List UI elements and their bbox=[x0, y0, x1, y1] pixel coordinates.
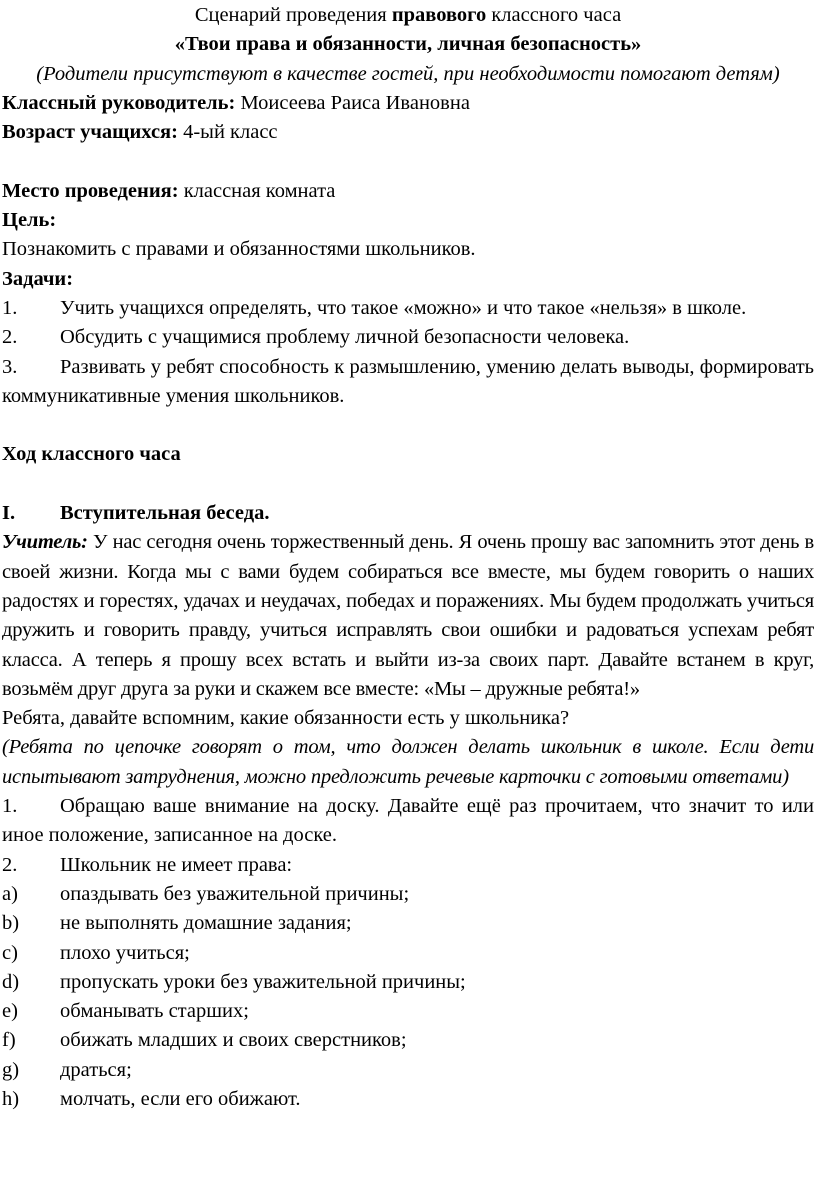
item-letter: h) bbox=[2, 1087, 20, 1110]
blank-line bbox=[2, 147, 814, 176]
speaker-label: Учитель: bbox=[2, 531, 88, 554]
task-text: Развивать у ребят способность к размышлению, умению делать выводы, формировать коммуникативные умения школьников. bbox=[2, 355, 814, 407]
teacher-value: Моисеева Раиса Ивановна bbox=[235, 91, 470, 114]
document-subtitle bbox=[2, 1, 814, 30]
prohibition-item bbox=[2, 1085, 814, 1114]
prohibition-item bbox=[2, 997, 814, 1026]
prohibition-item bbox=[2, 1056, 814, 1085]
task-number: 3. bbox=[2, 355, 18, 378]
task-item-1 bbox=[2, 294, 814, 323]
item-letter: e) bbox=[2, 1000, 18, 1023]
task-text: Обсудить с учащимися проблему личной безопасности человека. bbox=[60, 326, 630, 349]
item-number: 1. bbox=[2, 795, 18, 818]
subtitle-text-end: классного часа bbox=[486, 4, 622, 26]
blank-line bbox=[2, 411, 814, 440]
section-number: I. bbox=[2, 502, 16, 525]
place-value: классная комната bbox=[178, 179, 336, 202]
parents-note: (Родители присутствуют в качестве гостей, при необходимости помогают детям) bbox=[36, 62, 780, 85]
item-letter: g) bbox=[2, 1058, 20, 1081]
task-item-3 bbox=[2, 353, 814, 412]
item-text: драться; bbox=[60, 1058, 132, 1081]
teacher-label: Классный руководитель: bbox=[2, 91, 236, 114]
item-text: опаздывать без уважительной причины; bbox=[60, 882, 410, 905]
question-line: Ребята, давайте вспомним, какие обязанности есть у школьника? bbox=[2, 707, 570, 730]
item-letter: b) bbox=[2, 912, 20, 935]
course-item-2 bbox=[2, 851, 814, 880]
section-title: Вступительная беседа. bbox=[60, 502, 270, 525]
goal-label: Цель: bbox=[2, 209, 57, 232]
subtitle-text: Сценарий проведения bbox=[194, 4, 392, 26]
item-letter: c) bbox=[2, 941, 18, 964]
teacher-speech bbox=[2, 528, 814, 704]
speech-text: У нас сегодня очень торжественный день. Я очень прошу вас запомнить этот день в своей жизни. Когда мы с вами будем собираться все вместе, мы будем говорить о наших радостях и горестях, удачах и неудачах, победах и поражениях. Мы будем продолжать учиться дружить и говорить правду, учиться исправлять свои ошибки и радоваться успехам ребят класса. А теперь я прошу всех встать и выйти из-за своих парт. Давайте встанем в круг, возьмём друг друга за руки и скажем все вместе: «Мы – дружные ребята!» bbox=[2, 531, 814, 700]
task-number: 2. bbox=[2, 326, 18, 349]
task-number: 1. bbox=[2, 296, 18, 319]
item-text: плохо учиться; bbox=[60, 941, 190, 964]
item-text: обманывать старших; bbox=[60, 1000, 249, 1023]
task-text: Учить учащихся определять, что такое «можно» и что такое «нельзя» в школе. bbox=[60, 296, 747, 319]
teacher-line bbox=[2, 89, 814, 118]
prohibition-item bbox=[2, 909, 814, 938]
document-title: «Твои права и обязанности, личная безопасность» bbox=[174, 33, 642, 56]
item-text: Школьник не имеет права: bbox=[60, 853, 293, 876]
course-item-1 bbox=[2, 792, 814, 851]
age-label: Возраст учащихся: bbox=[2, 121, 178, 144]
item-text: обижать младших и своих сверстников; bbox=[60, 1029, 407, 1052]
stage-remark: (Ребята по цепочке говорят о том, что должен делать школьник в школе. Если дети испытывают затруднения, можно предложить речевые карточки с готовыми ответами) bbox=[2, 736, 814, 788]
item-text: пропускать уроки без уважительной причины; bbox=[60, 970, 466, 993]
goal-text: Познакомить с правами и обязанностями школьников. bbox=[2, 238, 476, 261]
age-value: 4-ый класс bbox=[177, 121, 278, 144]
task-item-2 bbox=[2, 323, 814, 352]
item-text: не выполнять домашние задания; bbox=[60, 912, 352, 935]
section-heading bbox=[2, 499, 814, 528]
item-letter: f) bbox=[2, 1029, 16, 1052]
prohibition-item bbox=[2, 1026, 814, 1055]
subtitle-bold: правового bbox=[391, 4, 487, 26]
blank-line bbox=[2, 470, 814, 499]
item-letter: a) bbox=[2, 882, 18, 905]
tasks-label: Задачи: bbox=[2, 267, 74, 290]
place-label: Место проведения: bbox=[2, 179, 179, 202]
item-letter: d) bbox=[2, 970, 20, 993]
item-number: 2. bbox=[2, 853, 18, 876]
prohibition-item bbox=[2, 968, 814, 997]
item-text: молчать, если его обижают. bbox=[60, 1087, 301, 1110]
prohibition-item bbox=[2, 939, 814, 968]
prohibition-item bbox=[2, 880, 814, 909]
age-line bbox=[2, 118, 814, 147]
place-line bbox=[2, 177, 814, 206]
item-text: Обращаю ваше внимание на доску. Давайте ещё раз прочитаем, что значит то или иное положение, записанное на доске. bbox=[2, 795, 814, 847]
course-heading: Ход классного часа bbox=[2, 443, 181, 466]
